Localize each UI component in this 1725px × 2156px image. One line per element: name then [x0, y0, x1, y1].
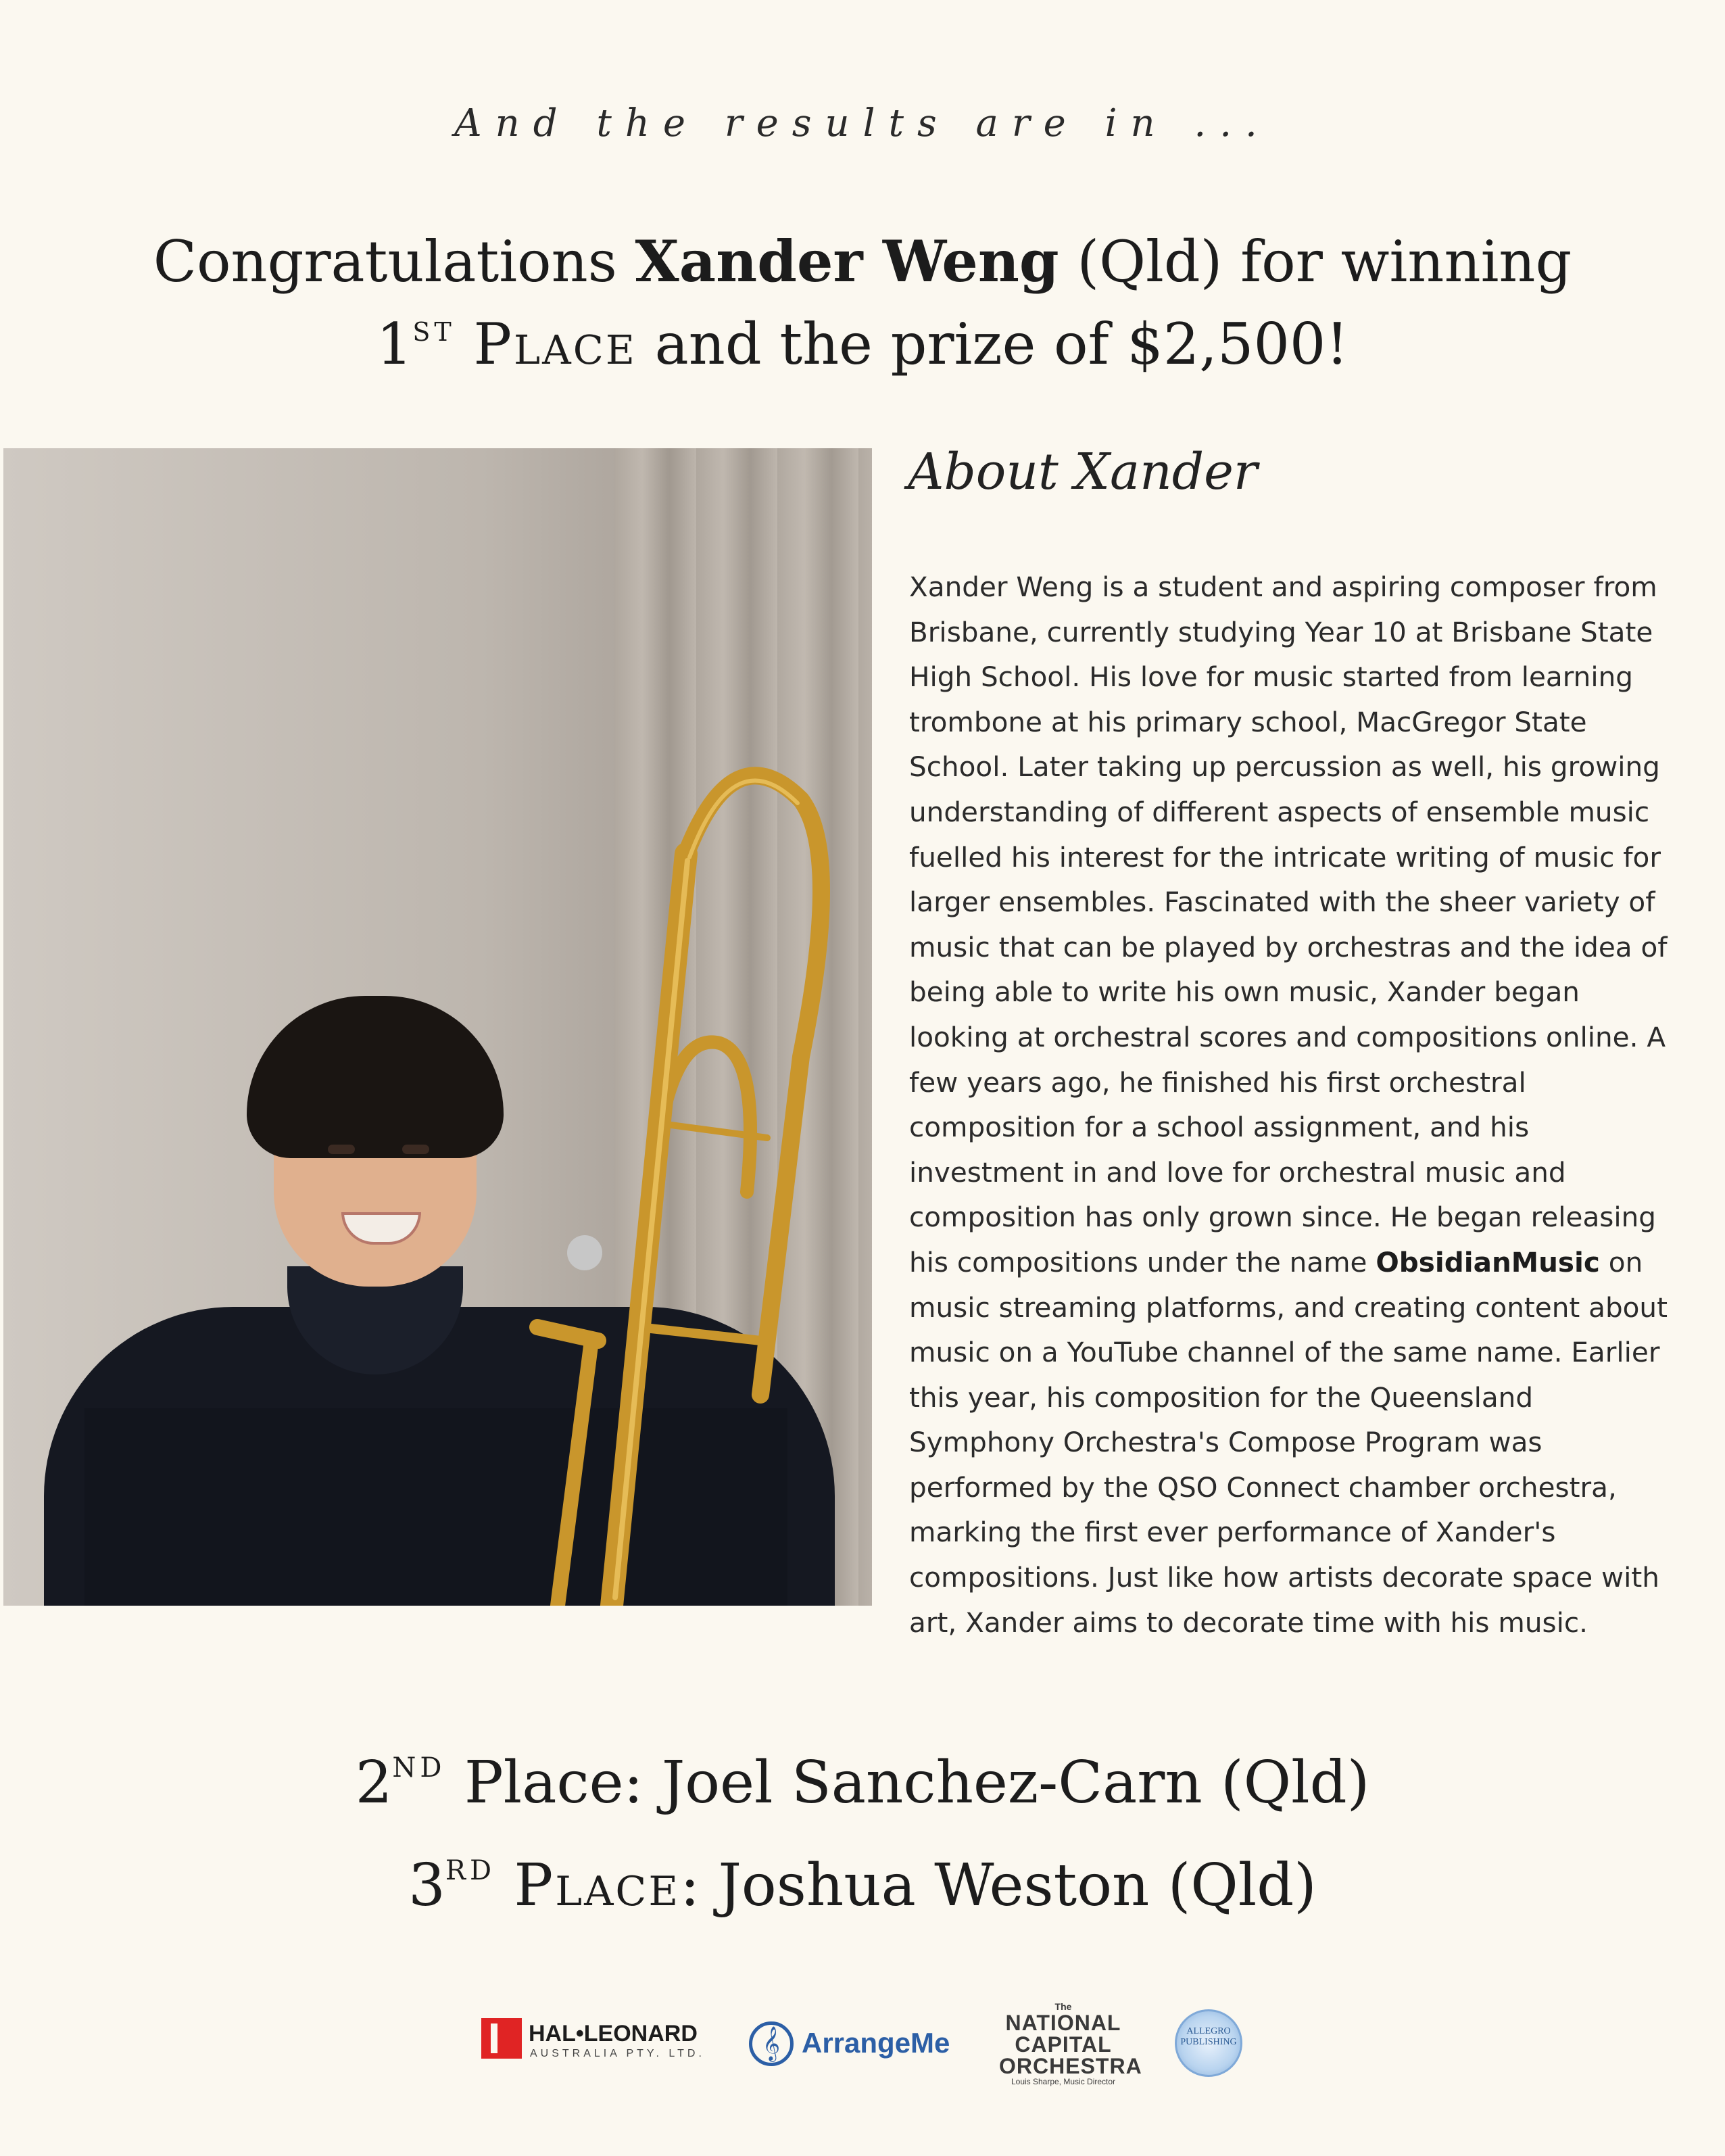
bio-part-2: on music streaming platforms, and creating content about music on a YouTube channel of the same name. Earlier this year, his composition for the Queensland Symphony Orchestra's Compose Program was performed by the QSO Connect chamber orchestra, marking the first ever performance of Xander's compositions. Just like how artists decorate space with art, Xander aims to decorate time with his music.: [909, 1245, 1668, 1639]
nco-orchestra: ORCHESTRA: [999, 2054, 1142, 2078]
allegro-publishing-logo: [1175, 2009, 1242, 2077]
nco-national: NATIONAL: [1005, 2011, 1121, 2035]
obsidianmusic-name: ObsidianMusic: [1376, 1245, 1600, 1278]
third-place-suffix: RD: [445, 1855, 496, 1886]
second-place-number: 2: [355, 1749, 393, 1817]
bio-text: [909, 565, 1686, 1645]
headline-line-2: [0, 297, 1725, 379]
other-places: [0, 1724, 1725, 1930]
third-place-word: Place: [514, 1852, 681, 1919]
headline-line-1: [0, 226, 1725, 297]
hal-leonard-sub: AUSTRALIA PTY. LTD.: [530, 2048, 705, 2059]
nco-capital: CAPITAL: [1015, 2032, 1112, 2057]
second-place-label: Place: Joel Sanchez-Carn (Qld): [445, 1749, 1370, 1817]
headline-for-winning: (Qld) for winning: [1059, 229, 1572, 295]
third-place: [0, 1827, 1725, 1930]
third-place-label: : Joshua Weston (Qld): [680, 1852, 1317, 1919]
trombone-illustration: [3, 448, 872, 1606]
first-place-word: Place: [473, 311, 637, 377]
third-place-number: 3: [408, 1852, 445, 1919]
first-place-suffix: ST: [412, 317, 456, 347]
second-place-suffix: ND: [392, 1752, 446, 1783]
winner-photo: [3, 448, 872, 1606]
first-place-number: 1: [376, 311, 413, 377]
hal-leonard-mark-icon: [481, 2018, 522, 2059]
bio-part-1: Xander Weng is a student and aspiring composer from Brisbane, currently studying Year 10 at Brisbane State High School. His love for music started from learning trombone at his primary school, MacGregor State School. Later taking up percussion as well, his growing understanding of different aspects of ensemble music fuelled his interest for the intricate writing of music for larger ensembles. Fascinated with the sheer variety of music that can be played by orchestras and the idea of being able to write his own music, Xander began looking at orchestral scores and compositions online. A few years ago, he finished his first orchestral composition for a school assignment, and his investment in and love for orchestral music and composition has only grown since. He began releasing his compositions under the name: [909, 571, 1668, 1278]
headline: [0, 226, 1725, 379]
prize-text: and the prize of $2,500!: [636, 311, 1349, 377]
headline-congrats: Congratulations: [153, 229, 635, 295]
nco-logo: [999, 2001, 1142, 2086]
kicker-text: And the results are in ...: [454, 101, 1271, 145]
second-place: [0, 1724, 1725, 1827]
arrangeme-logo: [749, 2021, 952, 2076]
about-title: About Xander: [908, 443, 1258, 501]
nco-the: The: [1054, 2001, 1072, 2012]
valve-knob: [567, 1235, 602, 1270]
nco-director: Louis Sharpe, Music Director: [1011, 2077, 1116, 2086]
treble-clef-icon: 𝄞: [749, 2021, 794, 2066]
hal-leonard-logo: [481, 2018, 711, 2065]
allegro-name: ALLEGRO PUBLISHING: [1180, 2026, 1237, 2047]
sponsor-logos: [0, 2001, 1725, 2116]
winner-name: Xander Weng: [635, 228, 1059, 295]
arrangeme-name: ArrangeMe: [802, 2027, 950, 2059]
hal-leonard-name: HAL•LEONARD: [529, 2021, 698, 2046]
